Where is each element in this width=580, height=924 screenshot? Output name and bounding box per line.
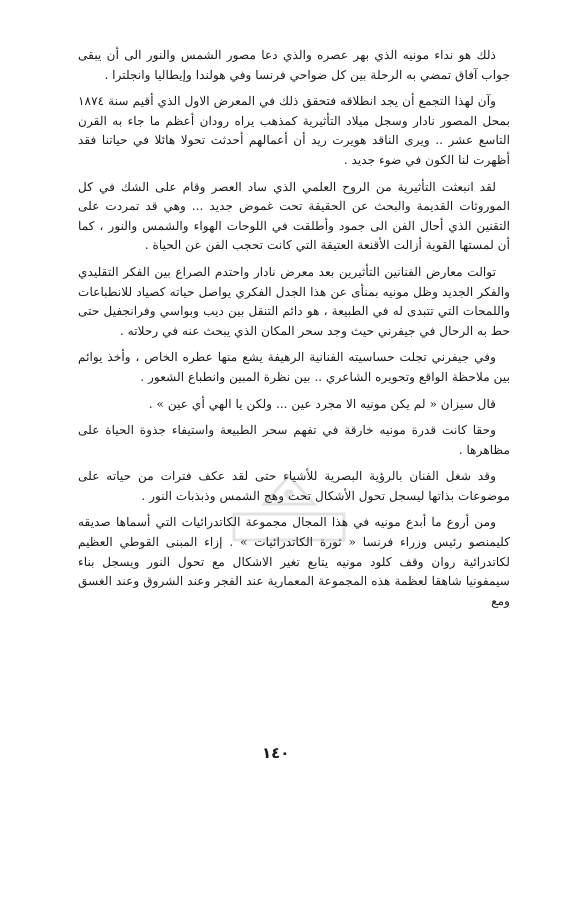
body-text [78,46,510,618]
paragraph-4: توالت معارض الفنانين التأثيرين بعد معرض نادار واحتدم الصراع بين الفكر التقليدي والفكر الجديد وظل مونيه بمنأى عن هذا الجدل الفكري يواصل حياته كصياد للانطباعات واللمحات التي تتبدى له في الطبيعة ، هو دائم التنقل بين ديب وبواسي وفرانجفيل حتى حط به الرحال في جيفرني حيث وجد سحر المكان الذي يبحث عنه في رحلاته . [78,264,510,338]
paragraph-6: قال سيزان « لم يكن مونيه الا مجرد عين ... ولكن يا الهي أي عين » . [148,396,496,411]
paragraph-2: وآن لهذا التجمع أن يجد انطلاقه فتحقق ذلك في المعرض الاول الذي أقيم سنة ١٨٧٤ بمحل المصور نادار وسجل ميلاد التأثيرية كمذهب يراه رودان أعظم ما جاء به القرن التاسع عشر .. ويرى الناقد هويرت ريد أن أعمالهم أحدثت تحولا هائلا في حياتنا فقد أظهرت لنا الكون في ضوء جديد . [78,94,510,167]
paragraph-7: وحقا كانت قدرة مونيه خارقة في تفهم سحر الطبيعة واستيفاء جذوة الحياة على مظاهرها . [78,423,510,457]
paragraph-5: وفي جيفرني تجلت حساسيته الفنانية الرهيفة يشع منها عطره الخاص ، وأخذ يوائم بين ملاحظة الواقع وتحويره الشاعري .. بين نظرة المبين وانطباع الشعور . [78,350,510,384]
paragraph-1: ذلك هو نداء مونيه الذي بهر عصره والذي دعا مصور الشمس والنور الى أن يبقى جواب آفاق تمضي به الرحلة بين كل ضواحي فرنسا وفي هولندا وإيطاليا وانجلترا . [78,48,510,82]
page-number: ١٤٠ [262,744,290,762]
paragraph-8: وقد شغل الفنان بالرؤية البصرية للأشياء حتى لقد عكف فترات من حياته على موضوعات بذاتها ليسجل تحول الأشكال تحت وهج الشمس وذبذبات النور . [78,469,510,503]
paragraph-3: لقد انبعثت التأثيرية من الروح العلمي الذي ساد العصر وقام على الشك في كل الموروثات القديمة والبحث عن الحقيقة تحت غموض جديد ... وهي قد تمردت على التقنين الذي أحال الفن الى جمود وأطلقت في اللوحات الهواء والشمس والنور ، كما أن لمستها القوية أزالت الأقنعة العتيقة التي كانت تحجب الفن عن الحياة . [78,179,510,253]
paragraph-9: ومن أروع ما أبدع مونيه في هذا المجال مجموعة الكاتدرائيات التي أسماها صديقه كليمنصو رئيس وزراء فرنسا « ثورة الكاتدرائيات » . إزاء المبنى القوطي العظيم لكاتدرائية روان وقف كلود مونيه يتابع تغير الاشكال مع تحول النور ويسجل بناء سيمفونيا شاهقا لعظمة هذه المجموعة المعمارية عند الفجر وعند الشروق وعند الغسق ومع [78,515,510,608]
